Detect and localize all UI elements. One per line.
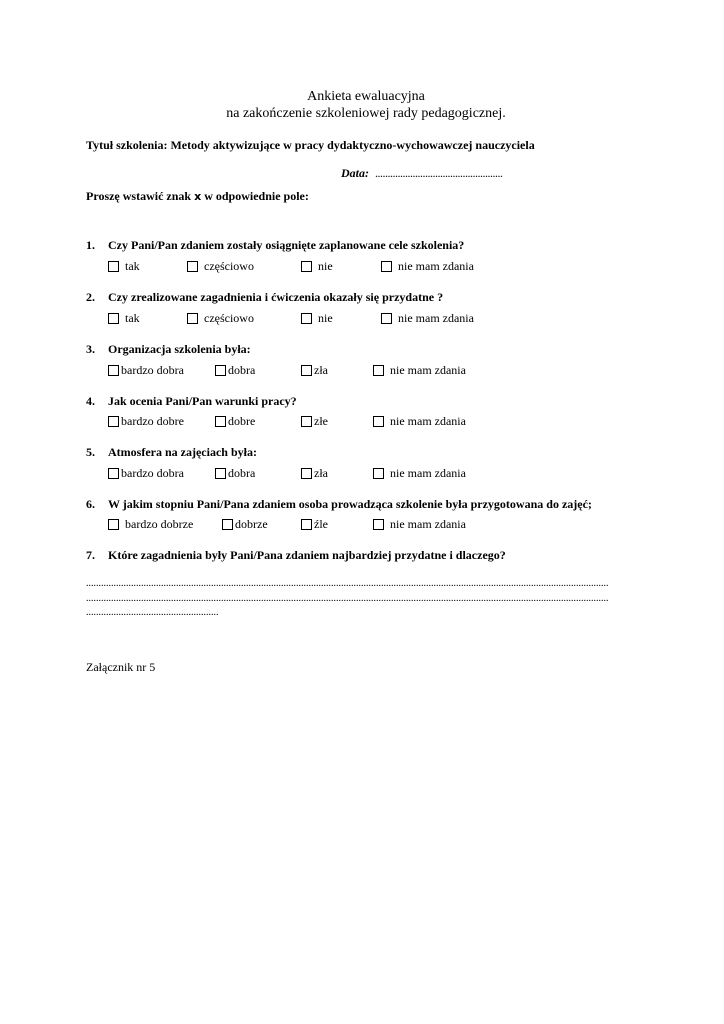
question-2	[86, 290, 443, 304]
checkbox[interactable]	[301, 519, 312, 530]
option-label: dobrze	[235, 517, 268, 531]
q6-option-zle[interactable]	[301, 517, 328, 531]
checkbox[interactable]	[373, 519, 384, 530]
option-label: nie	[318, 311, 333, 325]
question-text: Czy zrealizowane zagadnienia i ćwiczenia okazały się przydatne ?	[108, 290, 444, 304]
checkbox[interactable]	[187, 313, 198, 324]
question-5	[86, 445, 257, 459]
question-text: Czy Pani/Pan zdaniem zostały osiągnięte zaplanowane cele szkolenia?	[108, 238, 465, 252]
option-label: nie mam zdania	[390, 414, 466, 428]
q5-option-dobra[interactable]	[215, 466, 255, 480]
option-label: nie	[318, 259, 333, 273]
q4-option-zle[interactable]	[301, 414, 328, 428]
question-1	[86, 238, 464, 252]
q2-option-czesciowo[interactable]	[187, 311, 254, 325]
instruction-after: w odpowiednie pole:	[201, 189, 309, 203]
q1-option-czesciowo[interactable]	[187, 259, 254, 273]
checkbox[interactable]	[108, 365, 119, 376]
q6-option-bardzo-dobrze[interactable]	[108, 517, 193, 531]
q3-option-dobra[interactable]	[215, 363, 255, 377]
question-number: 3.	[86, 342, 95, 356]
checkbox[interactable]	[301, 365, 312, 376]
q2-option-nie[interactable]	[301, 311, 333, 325]
checkbox[interactable]	[108, 468, 119, 479]
question-number: 5.	[86, 445, 95, 459]
q2-option-nie-mam-zdania[interactable]	[381, 311, 474, 325]
question-3	[86, 342, 251, 356]
instruction	[86, 189, 309, 204]
q5-option-bardzo-dobra[interactable]	[108, 466, 184, 480]
checkbox[interactable]	[187, 261, 198, 272]
x-mark-icon: x	[194, 190, 202, 203]
checkbox[interactable]	[373, 416, 384, 427]
checkbox[interactable]	[108, 313, 119, 324]
checkbox[interactable]	[108, 261, 119, 272]
option-label: dobre	[228, 414, 256, 428]
option-label: bardzo dobra	[121, 466, 184, 480]
q4-option-dobre[interactable]	[215, 414, 255, 428]
checkbox[interactable]	[215, 416, 226, 427]
option-label: nie mam zdania	[398, 311, 474, 325]
answer-line-2[interactable]: .................................................................................................................................................................................................................	[86, 593, 609, 604]
checkbox[interactable]	[222, 519, 233, 530]
question-number: 7.	[86, 548, 95, 562]
option-label: bardzo dobre	[121, 414, 184, 428]
question-text: Jak ocenia Pani/Pan warunki pracy?	[108, 394, 297, 408]
question-4	[86, 394, 297, 408]
option-label: nie mam zdania	[390, 517, 466, 531]
survey-subtitle: na zakończenie szkoleniowej rady pedagogicznej.	[226, 106, 506, 121]
question-6	[86, 497, 592, 511]
option-label: nie mam zdania	[390, 363, 466, 377]
date-label: Data:	[341, 166, 369, 180]
q3-option-nie-mam-zdania[interactable]	[373, 363, 466, 377]
date-dots[interactable]: ...................................................	[375, 166, 503, 180]
option-label: bardzo dobrze	[125, 517, 194, 531]
q2-option-tak[interactable]	[108, 311, 140, 325]
question-text: Organizacja szkolenia była:	[108, 342, 251, 356]
checkbox[interactable]	[301, 416, 312, 427]
checkbox[interactable]	[108, 519, 119, 530]
checkbox[interactable]	[215, 365, 226, 376]
option-label: nie mam zdania	[390, 466, 466, 480]
checkbox[interactable]	[215, 468, 226, 479]
option-label: tak	[125, 259, 140, 273]
option-label: dobra	[228, 466, 256, 480]
answer-line-1[interactable]: .................................................................................................................................................................................................................	[86, 578, 609, 589]
option-label: częściowo	[204, 311, 254, 325]
option-label: bardzo dobra	[121, 363, 184, 377]
question-number: 2.	[86, 290, 95, 304]
checkbox[interactable]	[381, 313, 392, 324]
checkbox[interactable]	[373, 468, 384, 479]
instruction-before: Proszę wstawić znak	[86, 189, 195, 203]
q4-option-nie-mam-zdania[interactable]	[373, 414, 466, 428]
q6-option-dobrze[interactable]	[222, 517, 268, 531]
q4-option-bardzo-dobre[interactable]	[108, 414, 184, 428]
option-label: częściowo	[204, 259, 254, 273]
q1-option-nie[interactable]	[301, 259, 333, 273]
date-field[interactable]	[341, 166, 503, 181]
option-label: zła	[314, 466, 328, 480]
question-text: Które zagadnienia były Pani/Pana zdaniem najbardziej przydatne i dlaczego?	[108, 548, 506, 562]
annex-label: Załącznik nr 5	[86, 660, 156, 674]
checkbox[interactable]	[301, 261, 312, 272]
checkbox[interactable]	[108, 416, 119, 427]
option-label: tak	[125, 311, 140, 325]
option-label: dobra	[228, 363, 256, 377]
option-label: zła	[314, 363, 328, 377]
checkbox[interactable]	[301, 468, 312, 479]
option-label: nie mam zdania	[398, 259, 474, 273]
option-label: złe	[314, 414, 328, 428]
training-title: Tytuł szkolenia: Metody aktywizujące w pracy dydaktyczno-wychowawczej nauczyciela	[86, 138, 535, 152]
question-number: 4.	[86, 394, 95, 408]
q5-option-zla[interactable]	[301, 466, 328, 480]
q1-option-nie-mam-zdania[interactable]	[381, 259, 474, 273]
checkbox[interactable]	[373, 365, 384, 376]
question-text: Atmosfera na zajęciach była:	[108, 445, 257, 459]
q6-option-nie-mam-zdania[interactable]	[373, 517, 466, 531]
q3-option-zla[interactable]	[301, 363, 328, 377]
q5-option-nie-mam-zdania[interactable]	[373, 466, 466, 480]
question-7	[86, 548, 506, 562]
option-label: źle	[314, 517, 328, 531]
checkbox[interactable]	[381, 261, 392, 272]
checkbox[interactable]	[301, 313, 312, 324]
question-text: W jakim stopniu Pani/Pana zdaniem osoba prowadząca szkolenie była przygotowana do zajęć;	[108, 497, 592, 511]
answer-line-3[interactable]: .....................................................	[86, 607, 219, 618]
question-number: 1.	[86, 238, 95, 252]
q3-option-bardzo-dobra[interactable]	[108, 363, 184, 377]
q1-option-tak[interactable]	[108, 259, 140, 273]
survey-title: Ankieta ewaluacyjna	[307, 89, 425, 104]
question-number: 6.	[86, 497, 95, 511]
